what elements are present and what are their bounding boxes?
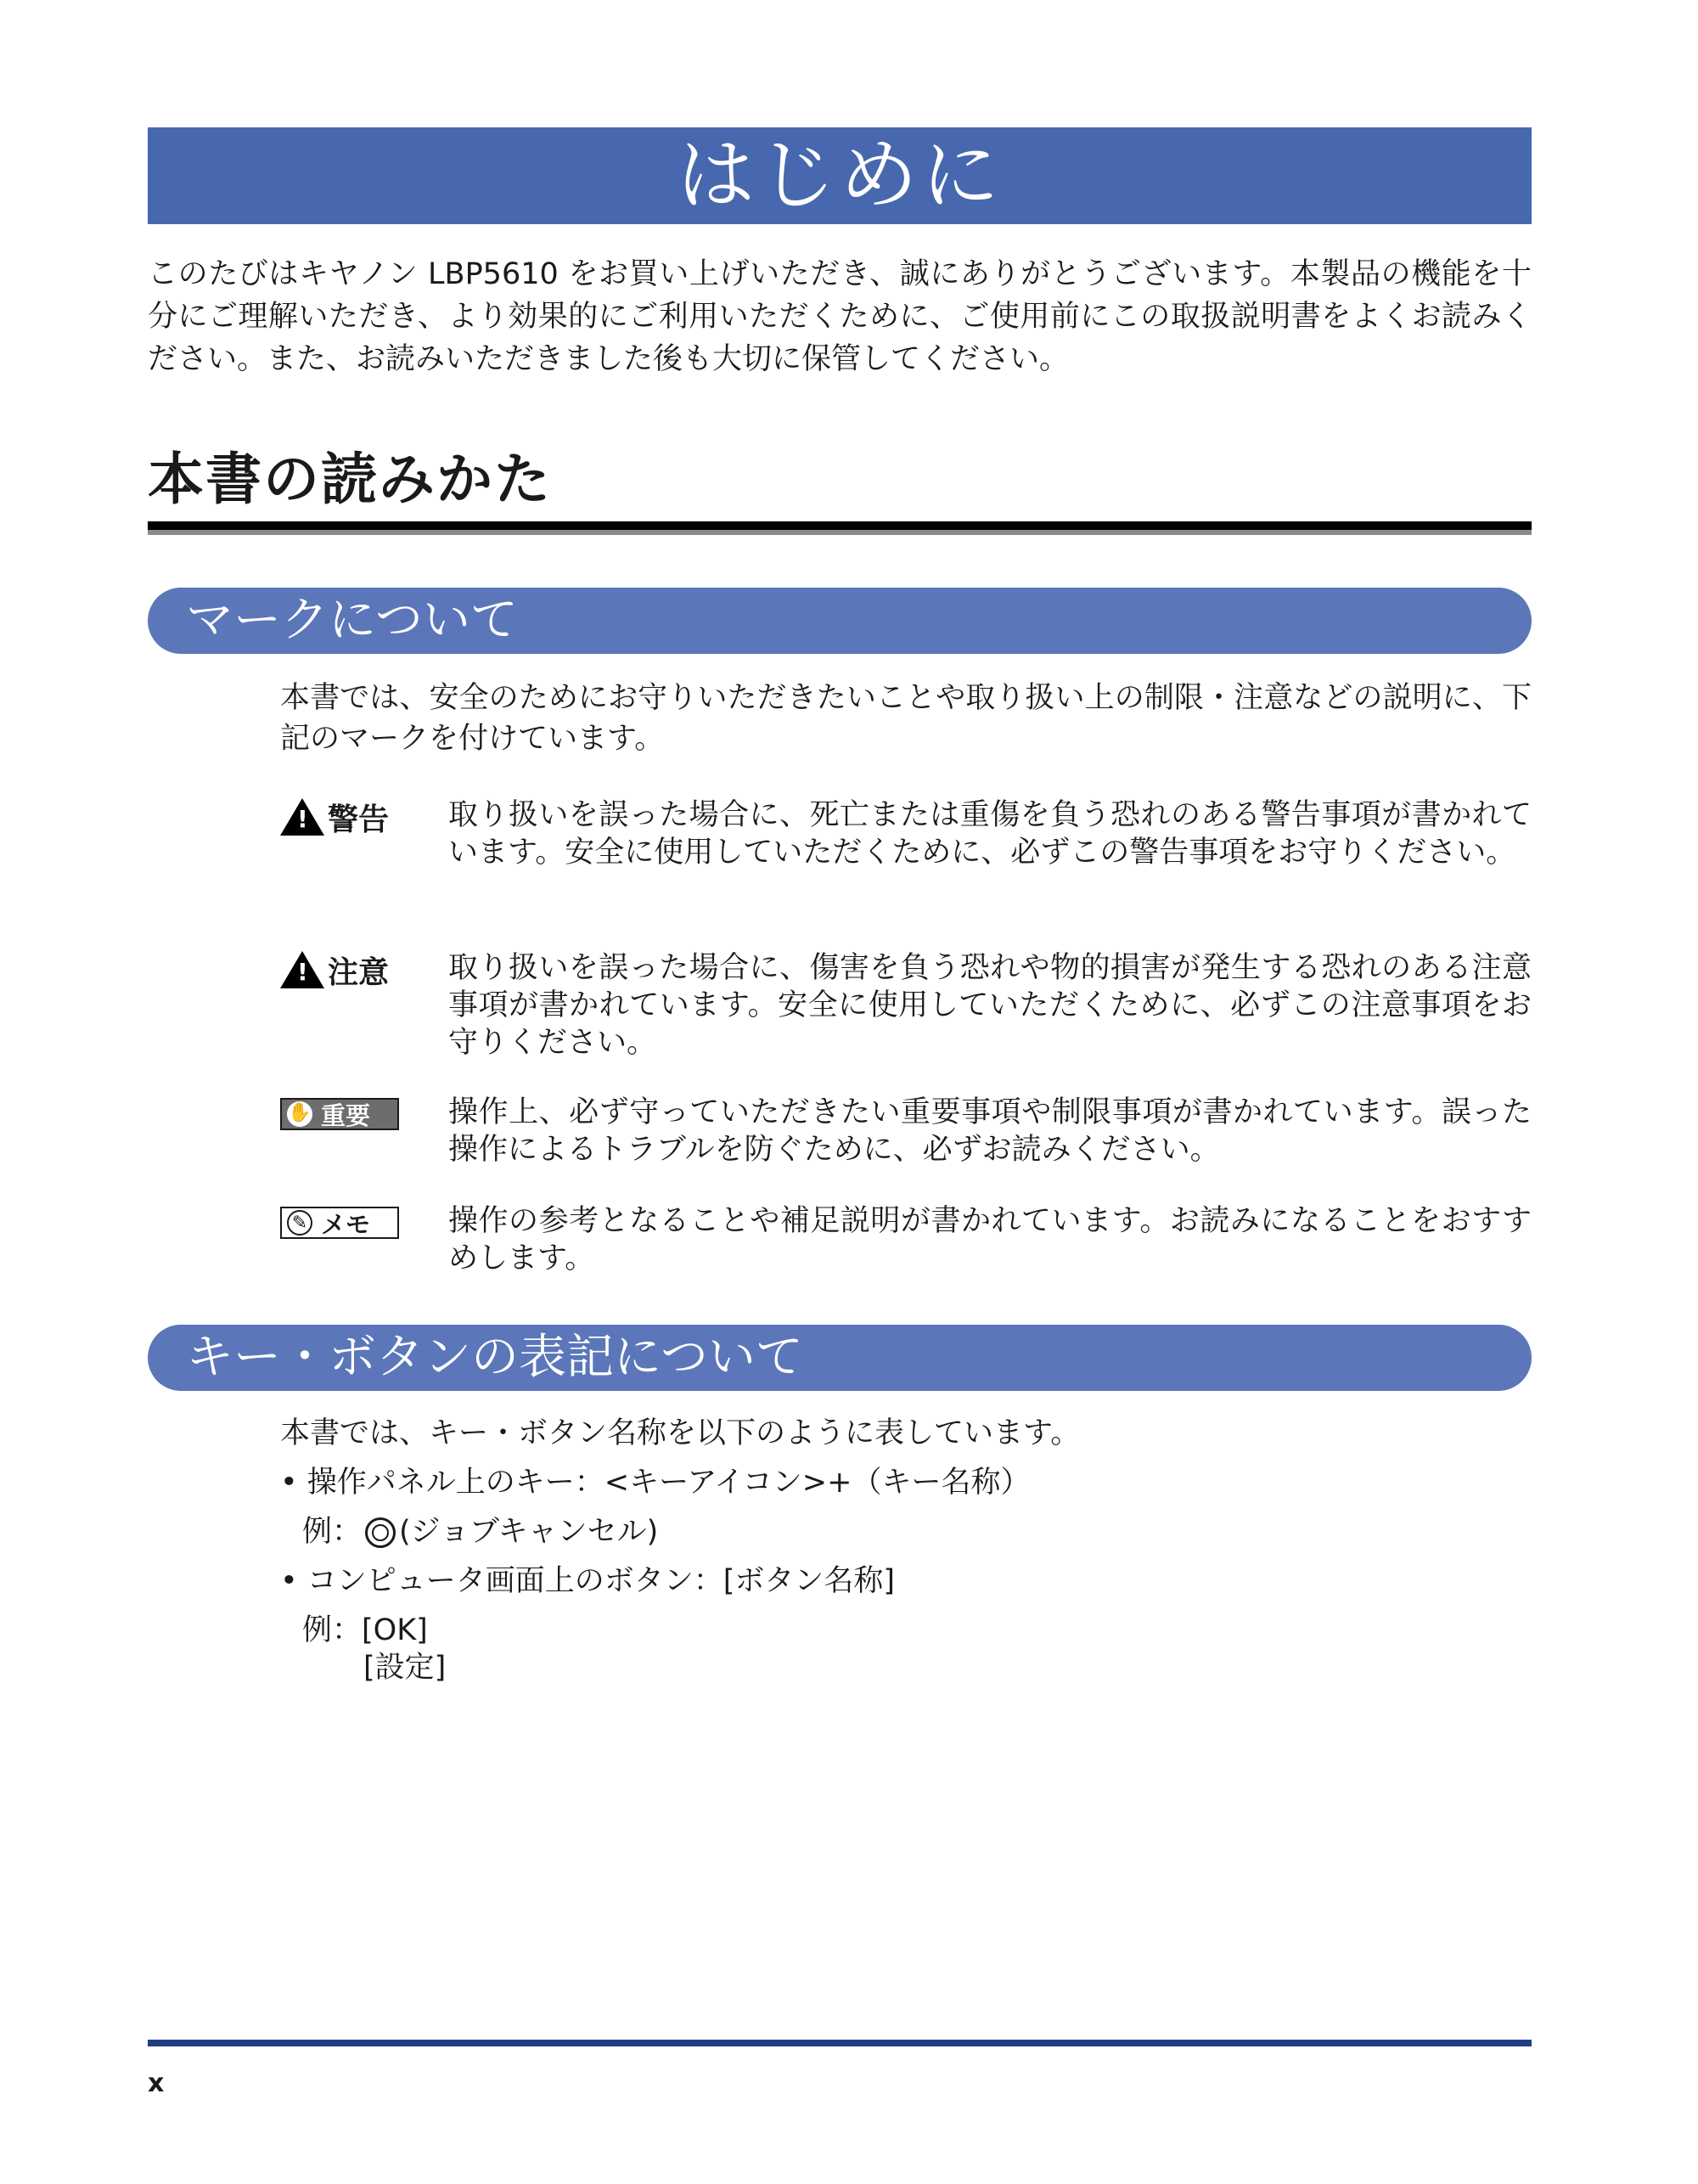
warning-triangle-icon: ! bbox=[280, 798, 324, 836]
stop-key-icon bbox=[365, 1517, 396, 1548]
keys-bullet-screen: • コンピュータ画面上のボタン：[ボタン名称] bbox=[280, 1564, 896, 1598]
heading-rule bbox=[148, 521, 1532, 530]
memo-description: 操作の参考となることや補足説明が書かれています。お読みになることをおすすめします。 bbox=[448, 1204, 1532, 1275]
important-label bbox=[280, 1094, 408, 1134]
page-number: x bbox=[148, 2069, 165, 2098]
keys-subheading: キー・ボタンの表記について bbox=[148, 1325, 1532, 1391]
keys-lead: 本書では、キー・ボタン名称を以下のように表しています。 bbox=[280, 1416, 1081, 1450]
important-description: 操作上、必ず守っていただきたい重要事項や制限事項が書かれています。誤った操作によるトラブルを防ぐために、必ずお読みください。 bbox=[448, 1095, 1532, 1167]
caution-description: 取り扱いを誤った場合に、傷害を負う恐れや物的損害が発生する恐れのある注意事項が書かれています。安全に使用していただくために、必ずこの注意事項をお守りください。 bbox=[448, 951, 1532, 1060]
caution-label: ! 注意 bbox=[280, 949, 408, 990]
hand-icon: ✋ bbox=[287, 1101, 312, 1127]
heading-rule-shadow bbox=[148, 530, 1532, 535]
caution-triangle-icon: ! bbox=[280, 951, 324, 988]
memo-label bbox=[280, 1202, 408, 1243]
section-heading: 本書の読みかた bbox=[148, 447, 552, 512]
keys-example-panel: 例： (ジョブキャンセル) bbox=[302, 1515, 659, 1549]
marks-subheading: マークについて bbox=[148, 588, 1532, 654]
pencil-icon: ✎ bbox=[287, 1210, 312, 1236]
marks-lead: 本書では、安全のためにお守りいただきたいことや取り扱い上の制限・注意などの説明に、下記のマークを付けています。 bbox=[280, 681, 1532, 756]
keys-example-screen-2: [設定] bbox=[363, 1651, 447, 1685]
footer-rule bbox=[148, 2040, 1532, 2046]
warning-label: ! 警告 bbox=[280, 796, 408, 837]
keys-bullet-panel: • 操作パネル上のキー：<キーアイコン>+（キー名称） bbox=[280, 1466, 1031, 1500]
important-badge: ✋ 重要 bbox=[280, 1098, 399, 1130]
warning-description: 取り扱いを誤った場合に、死亡または重傷を負う恐れのある警告事項が書かれています。安全に使用していただくために、必ずこの警告事項をお守りください。 bbox=[448, 798, 1532, 870]
memo-badge: ✎ メモ bbox=[280, 1207, 399, 1239]
page-title: はじめに bbox=[148, 127, 1532, 224]
keys-example-screen: 例：[OK] bbox=[302, 1613, 428, 1647]
intro-paragraph: このたびはキヤノン LBP5610 をお買い上げいただき、誠にありがとうございます。本製品の機能を十分にご理解いただき、より効果的にご利用いただくために、ご使用前にこの取扱説明書をよくお読みください。また、お読みいただきました後も大切に保管してください。 bbox=[148, 257, 1532, 376]
